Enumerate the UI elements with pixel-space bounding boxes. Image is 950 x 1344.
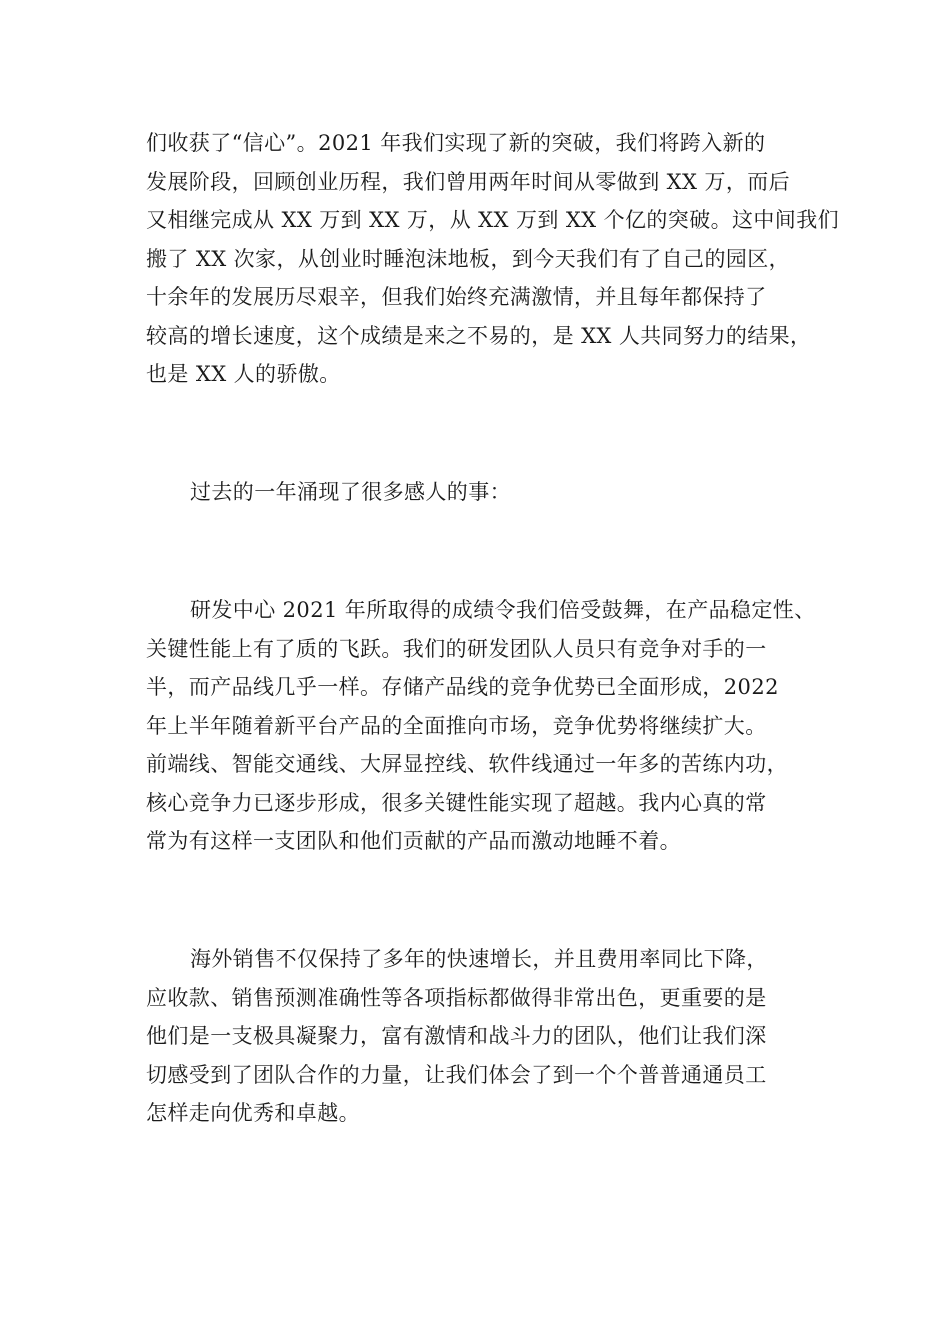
text-line: 过去的一年涌现了很多感人的事： xyxy=(190,480,511,504)
text-line: 怎样走向优秀和卓越。 xyxy=(146,1101,360,1125)
text-line: 们收获了“信心”。2021 年我们实现了新的突破，我们将跨入新的 xyxy=(146,131,766,155)
text-line: 核心竞争力已逐步形成，很多关键性能实现了超越。我内心真的常 xyxy=(146,790,767,815)
text-line: 搬了 XX 次家，从创业时睡泡沫地板，到今天我们有了自己的园区， xyxy=(146,246,791,271)
text-line: 海外销售不仅保持了多年的快速增长，并且费用率同比下降， xyxy=(190,947,768,971)
paragraph-rd-center xyxy=(146,591,816,861)
text-line: 也是 XX 人的骄傲。 xyxy=(146,362,341,386)
text-line: 常为有这样一支团队和他们贡献的产品而激动地睡不着。 xyxy=(146,829,681,853)
paragraph-overseas-sales xyxy=(146,940,816,1133)
text-line: 十余年的发展历尽艰辛，但我们始终充满激情，并且每年都保持了 xyxy=(146,285,767,309)
paragraph-intro xyxy=(146,473,816,512)
text-line: 关键性能上有了质的飞跃。我们的研发团队人员只有竞争对手的一 xyxy=(146,636,767,661)
text-line: 研发中心 2021 年所取得的成绩令我们倍受鼓舞，在产品稳定性、 xyxy=(190,598,816,622)
text-line: 他们是一支极具凝聚力，富有激情和战斗力的团队，他们让我们深 xyxy=(146,1024,767,1048)
text-line: 年上半年随着新平台产品的全面推向市场，竞争优势将继续扩大。 xyxy=(146,713,767,738)
text-line: 较高的增长速度，这个成绩是来之不易的，是 XX 人共同努力的结果， xyxy=(146,323,812,348)
text-line: 应收款、销售预测准确性等各项指标都做得非常出色，更重要的是 xyxy=(146,985,767,1010)
text-line: 切感受到了团队合作的力量，让我们体会了到一个个普普通通员工 xyxy=(146,1062,767,1087)
paragraph-achievements xyxy=(146,124,840,394)
text-line: 发展阶段，回顾创业历程，我们曾用两年时间从零做到 XX 万，而后 xyxy=(146,169,791,194)
text-line: 半，而产品线几乎一样。存储产品线的竞争优势已全面形成，2022 xyxy=(146,675,779,699)
text-line: 又相继完成从 XX 万到 XX 万，从 XX 万到 XX 个亿的突破。这中间我们 xyxy=(146,208,840,232)
text-line: 前端线、智能交通线、大屏显控线、软件线通过一年多的苦练内功， xyxy=(146,752,788,776)
